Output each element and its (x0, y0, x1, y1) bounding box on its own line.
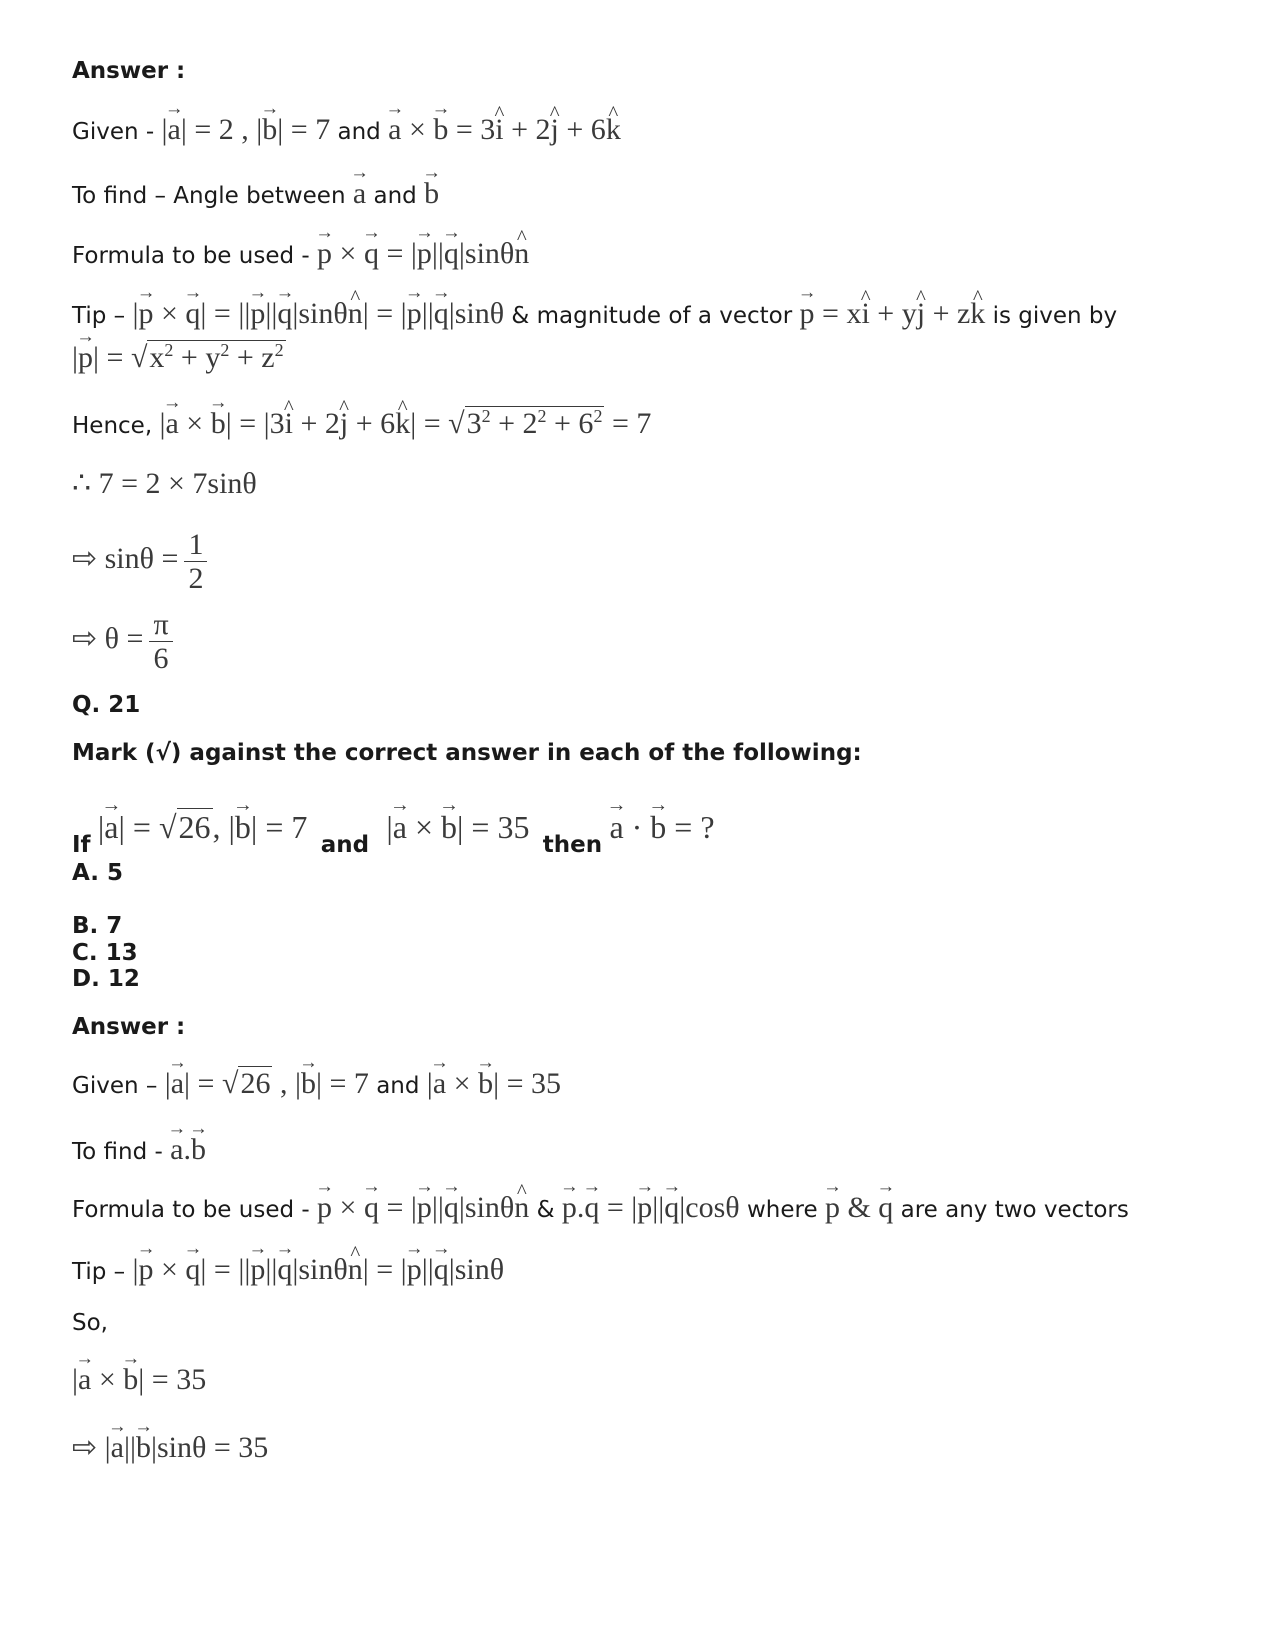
and-label: and (373, 183, 417, 209)
hence-label: Hence, (72, 413, 153, 439)
sin-product-step: ⇨ |a →||b →|sinθ = 35 (72, 1430, 268, 1466)
theta-step: ⇨ θ = $\frac{\pi}{6}$ (72, 608, 173, 675)
formula-line (72, 1190, 1129, 1226)
given-expression-1: |a →| = √26 , |b →| = 7 (165, 1067, 369, 1100)
to-find-line (72, 176, 439, 212)
then-label: then (542, 832, 603, 858)
question-given-2: |a → × b →| = 35 (386, 809, 529, 845)
tip-line (72, 1252, 504, 1288)
dot-product-formula: p →.q → = |p →||q →|cosθ (562, 1191, 740, 1224)
question-asked: a → · b → = ? (609, 809, 714, 845)
where-end-text: are any two vectors (900, 1197, 1129, 1223)
vector-b: b → (424, 177, 439, 210)
tip-expression: |p → × q →| = ||p →||q →|sinθn ^| = |p →||q →|sinθ (132, 297, 504, 330)
question-number: Q. 21 (72, 692, 141, 718)
given-label: Given – (72, 1073, 158, 1099)
tip-middle-text: & magnitude of a vector (511, 303, 793, 329)
vector-p-definition: p → = xi ^ + yj ^ + zk ^ (800, 297, 986, 330)
tip-expression: |p → × q →| = ||p →||q →|sinθn ^| = |p →||q →|sinθ (132, 1253, 504, 1286)
dot-product-target: a →.b → (170, 1133, 206, 1166)
answer-heading: Answer : (72, 58, 186, 84)
and-label: and (337, 119, 381, 145)
option-c: C. 13 (72, 940, 138, 966)
hence-expression: |a → × b →| = |3i ^ + 2j ^ + 6k ^| = $√3^2 + 2^2 + 6^2 = 7$ (159, 407, 651, 440)
tip-label: Tip – (72, 303, 126, 329)
given-line (72, 112, 621, 148)
vectors-p-q: p → & q → (825, 1191, 893, 1224)
given-expression-2: a → × b → = 3i ^ + 2j ^ + 6k ^ (388, 113, 621, 146)
given-label: Given - (72, 119, 155, 145)
to-find-label: To find - (72, 1139, 163, 1165)
option-a: A. 5 (72, 860, 123, 886)
question-instruction: Mark (√) against the correct answer in each of the following: (72, 740, 862, 766)
cross-magnitude-step: |a → × b →| = 35 (72, 1362, 206, 1398)
magnitude-formula: |p →| = $√x^2 + y^2 + z^2$ (72, 340, 286, 376)
cross-product-formula: p → × q → = |p →||q →|sinθn ^ (317, 1191, 529, 1224)
tip-label: Tip – (72, 1259, 126, 1285)
given-expression-1: |a →| = 2 , |b →| = 7 (161, 113, 330, 146)
formula-line (72, 236, 529, 272)
hence-line (72, 406, 651, 442)
question-given-1: |a →| = √26, |b →| = 7 (98, 809, 307, 845)
given-expression-2: |a → × b →| = 35 (427, 1067, 561, 1100)
answer-heading: Answer : (72, 1014, 186, 1040)
sin-theta-step: ⇨ sinθ = $\frac{1}{2}$ (72, 528, 207, 595)
option-b: B. 7 (72, 913, 123, 939)
where-label: where (746, 1197, 818, 1223)
cross-product-formula: p → × q → = |p →||q →|sinθn ^ (317, 237, 529, 270)
question-statement (72, 808, 715, 860)
and-label: and (320, 832, 370, 858)
option-d: D. 12 (72, 966, 140, 992)
to-find-label: To find – Angle between (72, 183, 346, 209)
formula-label: Formula to be used - (72, 243, 310, 269)
therefore-step: ∴ 7 = 2 × 7sinθ (72, 467, 257, 500)
given-line (72, 1066, 561, 1102)
vector-a: a → (353, 177, 366, 210)
formula-label: Formula to be used - (72, 1197, 310, 1223)
so-label: So, (72, 1310, 108, 1336)
to-find-line (72, 1132, 206, 1168)
ampersand: & (536, 1197, 555, 1223)
tip-end-text: is given by (992, 303, 1118, 329)
and-label: and (376, 1073, 420, 1099)
if-label: If (72, 832, 91, 858)
tip-line (72, 296, 1117, 332)
